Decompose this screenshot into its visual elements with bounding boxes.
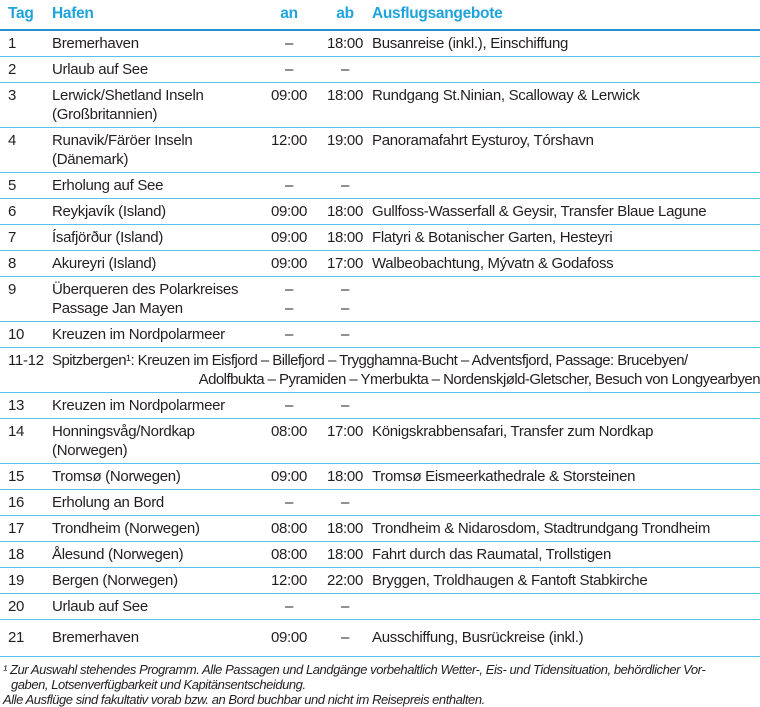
cell-itinerary-span	[52, 351, 760, 389]
cell-hafen	[52, 228, 269, 247]
cell-an	[269, 34, 309, 53]
table-row	[0, 128, 760, 173]
cell-hafen	[52, 86, 269, 124]
footnote-line: gaben, Lotsenverfügbarkeit und Kapitänsentscheidung.	[11, 677, 306, 692]
table-row	[0, 594, 760, 620]
footnote-line: ¹ Zur Auswahl stehendes Programm. Alle Passagen und Landgänge vorbehaltlich Wetter-, Eis- und Tidensituation, behördlicher Vor-	[3, 662, 706, 677]
cell-tag: 13	[8, 397, 25, 414]
hafen-line: (Norwegen)	[52, 442, 128, 459]
cell-tag: 5	[8, 177, 17, 194]
ab-value: –	[340, 281, 350, 298]
hafen-line: Erholung an Bord	[52, 494, 164, 511]
ab-value: 18:00	[326, 520, 364, 537]
cell-hafen	[52, 628, 269, 647]
cell-ab	[325, 131, 365, 150]
cell-an	[269, 422, 309, 441]
cell-ab	[325, 176, 365, 195]
ab-value: 19:00	[326, 132, 364, 149]
hafen-line: (Dänemark)	[52, 151, 129, 168]
cell-ausfluege: Königskrabbensafari, Transfer zum Nordkap	[372, 423, 654, 440]
hafen-line: Kreuzen im Nordpolarmeer	[52, 326, 225, 343]
ab-value: 18:00	[326, 35, 364, 52]
cell-an	[269, 597, 309, 616]
an-value: 12:00	[270, 572, 308, 589]
itinerary-line: Adolfbukta – Pyramiden – Ymerbukta – Nordenskjøld-Gletscher, Besuch von Longyearbyen	[198, 371, 760, 388]
cell-hafen	[52, 545, 269, 564]
cell-ausfluege: Tromsø Eismeerkathedrale & Storsteinen	[372, 468, 636, 485]
ab-value: –	[340, 61, 350, 78]
ab-value: 22:00	[326, 572, 364, 589]
an-value: 09:00	[270, 629, 308, 646]
cell-hafen	[52, 254, 269, 273]
table-row	[0, 277, 760, 322]
hafen-line: Trondheim (Norwegen)	[52, 520, 200, 537]
cell-ab	[325, 396, 365, 415]
an-value: –	[284, 397, 294, 414]
cell-hafen	[52, 396, 269, 415]
cell-ausfluege: Gullfoss-Wasserfall & Geysir, Transfer Blaue Lagune	[372, 203, 707, 220]
hafen-line: Ísafjörður (Island)	[52, 229, 164, 246]
cell-an	[269, 571, 309, 590]
cell-tag: 11-12	[8, 352, 44, 369]
cell-hafen	[52, 493, 269, 512]
cell-an	[269, 493, 309, 512]
table-row	[0, 199, 760, 225]
ab-value: 17:00	[326, 423, 364, 440]
table-row	[0, 516, 760, 542]
cell-tag: 2	[8, 61, 17, 78]
cell-ausfluege: Busanreise (inkl.), Einschiffung	[372, 35, 569, 52]
hafen-line: Ålesund (Norwegen)	[52, 546, 184, 563]
cell-hafen	[52, 60, 269, 79]
table-row	[0, 393, 760, 419]
cell-ab	[325, 228, 365, 247]
cell-an	[269, 176, 309, 195]
hafen-line: Bremerhaven	[52, 35, 139, 52]
cell-an	[269, 396, 309, 415]
cell-hafen	[52, 519, 269, 538]
footnotes	[0, 662, 760, 707]
cell-hafen	[52, 325, 269, 344]
cell-an	[269, 280, 309, 318]
an-value: –	[284, 281, 294, 298]
an-value: –	[284, 598, 294, 615]
cell-ausfluege: Ausschiffung, Busrückreise (inkl.)	[372, 629, 584, 646]
hafen-line: Bremerhaven	[52, 629, 139, 646]
table-row	[0, 568, 760, 594]
cell-ab	[325, 467, 365, 486]
an-value: –	[284, 35, 294, 52]
an-value: 09:00	[270, 229, 308, 246]
hafen-line: Lerwick/Shetland Inseln	[52, 87, 204, 104]
table-row	[0, 542, 760, 568]
header-hafen: Hafen	[52, 5, 94, 22]
ab-value: –	[340, 300, 350, 317]
hafen-line: Urlaub auf See	[52, 61, 148, 78]
cell-tag: 4	[8, 132, 17, 149]
footnote-line: Alle Ausflüge sind fakultativ vorab bzw. an Bord buchbar und nicht im Reisepreis enthalten.	[3, 692, 485, 707]
an-value: 09:00	[270, 87, 308, 104]
an-value: –	[284, 300, 294, 317]
cell-ab	[325, 280, 365, 318]
cell-ab	[325, 86, 365, 105]
an-value: –	[284, 326, 294, 343]
table-row	[0, 57, 760, 83]
table-row	[0, 173, 760, 199]
cell-ab	[325, 34, 365, 53]
cell-tag: 17	[8, 520, 25, 537]
cell-an	[269, 131, 309, 150]
an-value: –	[284, 177, 294, 194]
cell-an	[269, 254, 309, 273]
cell-tag: 18	[8, 546, 25, 563]
cell-an	[269, 228, 309, 247]
ab-value: –	[340, 397, 350, 414]
hafen-line: Runavik/Färöer Inseln	[52, 132, 193, 149]
cell-tag: 19	[8, 572, 25, 589]
cell-tag: 21	[8, 629, 25, 646]
hafen-line: (Großbritannien)	[52, 106, 158, 123]
hafen-line: Passage Jan Mayen	[52, 300, 183, 317]
cell-ab	[325, 254, 365, 273]
ab-value: 17:00	[326, 255, 364, 272]
hafen-line: Tromsø (Norwegen)	[52, 468, 181, 485]
cell-hafen	[52, 467, 269, 486]
an-value: –	[284, 61, 294, 78]
hafen-line: Akureyri (Island)	[52, 255, 157, 272]
cell-tag: 16	[8, 494, 25, 511]
ab-value: 18:00	[326, 87, 364, 104]
hafen-line: Kreuzen im Nordpolarmeer	[52, 397, 225, 414]
table-row	[0, 490, 760, 516]
cell-tag: 7	[8, 229, 17, 246]
cell-hafen	[52, 202, 269, 221]
table-row	[0, 225, 760, 251]
cell-an	[269, 467, 309, 486]
ab-value: 18:00	[326, 468, 364, 485]
cell-tag: 14	[8, 423, 25, 440]
header-ab: ab	[336, 5, 354, 22]
cell-ausfluege: Fahrt durch das Raumatal, Trollstigen	[372, 546, 612, 563]
cell-ausfluege: Trondheim & Nidarosdom, Stadtrundgang Trondheim	[372, 520, 711, 537]
header-ausflugsangebote: Ausflugsangebote	[372, 5, 503, 22]
header-an: an	[280, 5, 298, 22]
cell-ab	[325, 628, 365, 647]
hafen-line: Reykjavík (Island)	[52, 203, 166, 220]
an-value: –	[284, 494, 294, 511]
cell-hafen	[52, 176, 269, 195]
table-body	[0, 31, 760, 657]
ab-value: –	[340, 326, 350, 343]
cell-tag: 1	[8, 35, 17, 52]
cell-an	[269, 545, 309, 564]
cell-ausfluege: Walbeobachtung, Mývatn & Godafoss	[372, 255, 614, 272]
cell-ab	[325, 545, 365, 564]
ab-value: 18:00	[326, 203, 364, 220]
cell-tag: 20	[8, 598, 25, 615]
an-value: 09:00	[270, 468, 308, 485]
cell-tag: 9	[8, 281, 17, 298]
hafen-line: Honningsvåg/Nordkap	[52, 423, 195, 440]
table-row	[0, 348, 760, 393]
an-value: 08:00	[270, 520, 308, 537]
cell-ab	[325, 202, 365, 221]
cell-ab	[325, 571, 365, 590]
cell-hafen	[52, 131, 269, 169]
cell-hafen	[52, 422, 269, 460]
ab-value: 18:00	[326, 229, 364, 246]
cell-ab	[325, 325, 365, 344]
cell-ausfluege: Flatyri & Botanischer Garten, Hesteyri	[372, 229, 613, 246]
table-header	[0, 2, 760, 31]
table-row	[0, 83, 760, 128]
cell-ab	[325, 60, 365, 79]
cell-ausfluege: Panoramafahrt Eysturoy, Tórshavn	[372, 132, 594, 149]
cell-an	[269, 325, 309, 344]
ab-value: –	[340, 177, 350, 194]
cell-ausfluege: Bryggen, Troldhaugen & Fantoft Stabkirche	[372, 572, 648, 589]
hafen-line: Überqueren des Polarkreises	[52, 281, 239, 298]
hafen-line: Urlaub auf See	[52, 598, 148, 615]
cell-an	[269, 628, 309, 647]
header-tag: Tag	[8, 5, 34, 22]
itinerary-line: Spitzbergen¹: Kreuzen im Eisfjord – Billefjord – Trygghamna-Bucht – Adventsfjord, Passage: Brucebyen/	[52, 352, 688, 369]
an-value: 08:00	[270, 546, 308, 563]
cell-hafen	[52, 571, 269, 590]
an-value: 09:00	[270, 255, 308, 272]
cell-an	[269, 86, 309, 105]
an-value: 08:00	[270, 423, 308, 440]
cell-an	[269, 519, 309, 538]
table-row	[0, 31, 760, 57]
table-row	[0, 464, 760, 490]
cell-ab	[325, 493, 365, 512]
cell-ab	[325, 422, 365, 441]
hafen-line: Bergen (Norwegen)	[52, 572, 178, 589]
ab-value: –	[340, 598, 350, 615]
an-value: 12:00	[270, 132, 308, 149]
cell-ab	[325, 519, 365, 538]
cell-tag: 10	[8, 326, 25, 343]
cell-hafen	[52, 280, 269, 318]
ab-value: –	[340, 494, 350, 511]
ab-value: 18:00	[326, 546, 364, 563]
table-row	[0, 322, 760, 348]
ab-value: –	[340, 629, 350, 646]
cell-tag: 15	[8, 468, 25, 485]
table-row	[0, 620, 760, 657]
cell-ausfluege: Rundgang St.Ninian, Scalloway & Lerwick	[372, 87, 640, 104]
cell-an	[269, 202, 309, 221]
cell-tag: 8	[8, 255, 17, 272]
cell-hafen	[52, 34, 269, 53]
hafen-line: Erholung auf See	[52, 177, 164, 194]
cell-tag: 3	[8, 87, 17, 104]
cell-ab	[325, 597, 365, 616]
table-row	[0, 251, 760, 277]
cell-hafen	[52, 597, 269, 616]
table-row	[0, 419, 760, 464]
cell-tag: 6	[8, 203, 17, 220]
an-value: 09:00	[270, 203, 308, 220]
cell-an	[269, 60, 309, 79]
